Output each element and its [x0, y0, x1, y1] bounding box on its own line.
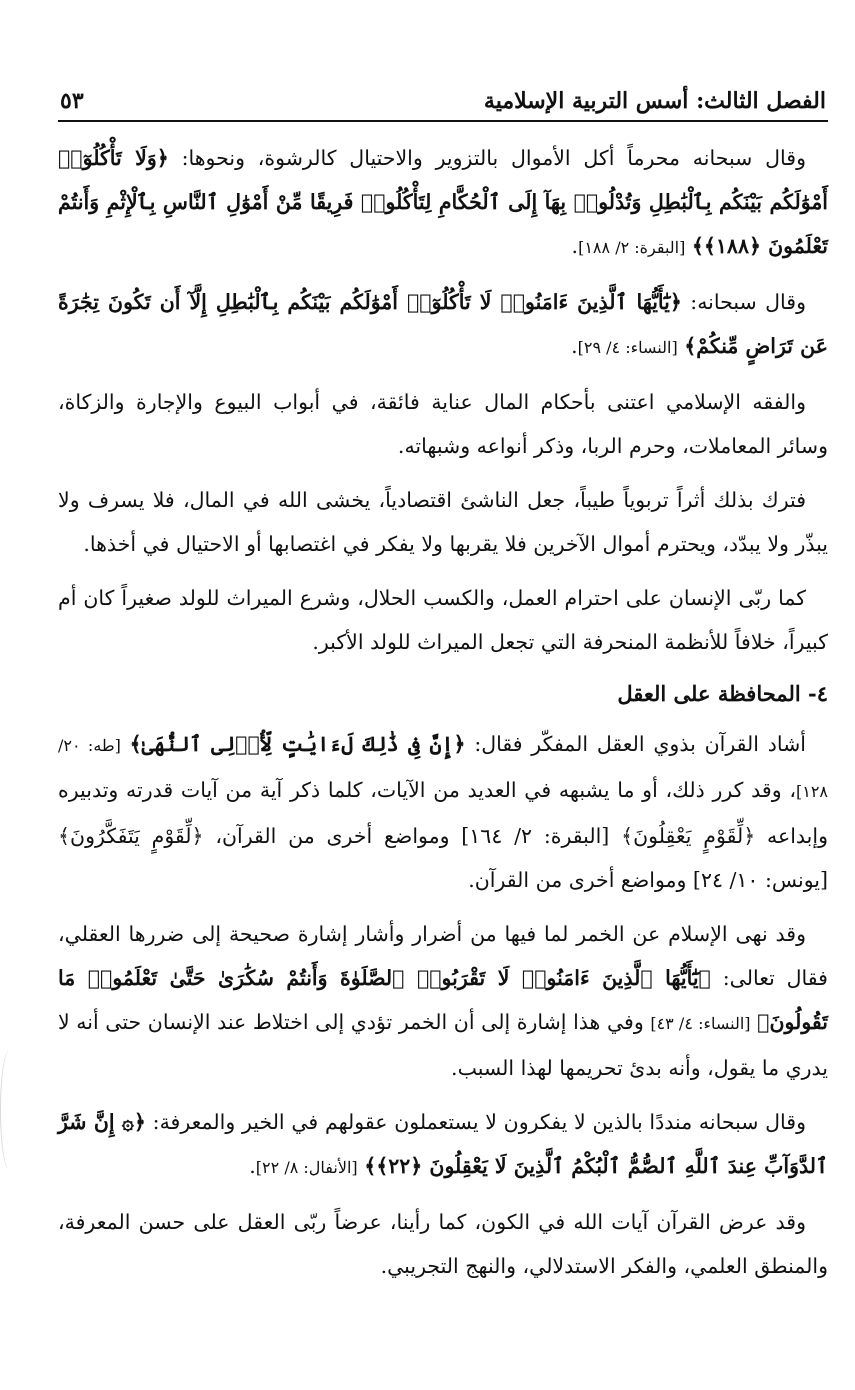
verse-citation: [طه: ٢٠/ ١٢٨] — [58, 736, 828, 801]
verse-citation: [البقرة: ٢/ ١٨٨] — [578, 238, 686, 257]
paragraph-tail: . — [249, 1154, 256, 1178]
quran-verse: ﴿وَلَا تَأْكُلُوٓا۟ أَمْوَٰلَكُم بَيْنَكُم بِٱلْبَٰطِلِ وَتُدْلُوا۟ بِهَآ إِلَى ٱلْحُكَّامِ لِتَأْكُلُوا۟ فَرِيقًا مِّنْ أَمْوَٰلِ ٱلنَّاسِ بِٱلْإِثْمِ وَأَنتُمْ تَعْلَمُونَ ﴿١٨٨﴾﴾ — [58, 146, 828, 258]
paragraph-text: والفقه الإسلامي اعتنى بأحكام المال عناية فائقة، في أبواب البيوع والإجارة والزكاة، وسائر المعاملات، وحرم الربا، وذكر أنواعه وشبهاته. — [58, 390, 828, 458]
paragraph-tail: ، وقد كرر ذلك، أو ما يشبهه في العديد من الآيات، كلما ذكر آية من آيات قدرته وتدبيره وإبداعه ﴿لِّقَوْمٍ يَعْقِلُونَ﴾ [البقرة: ٢/ ١٦٤] ومواضع أخرى من القرآن، ﴿لِّقَوْمٍ يَتَفَكَّرُونَ﴾ [يونس: ١٠/ ٢٤] ومواضع أخرى من القرآن. — [58, 778, 828, 892]
paragraph — [58, 380, 828, 468]
paragraph — [58, 1200, 828, 1288]
header-rule — [58, 120, 828, 122]
verse-citation: [النساء: ٤/ ٤٣] — [650, 1014, 751, 1033]
quran-verse: ﴿۞ إِنَّ شَرَّ ٱلدَّوَآبِّ عِندَ ٱللَّهِ ٱلصُّمُّ ٱلْبُكْمُ ٱلَّذِينَ لَا يَعْقِلُونَ ﴿٢٢﴾﴾ — [58, 1110, 828, 1178]
paragraph-text: فترك بذلك أثراً تربوياً طيباً، جعل الناشئ اقتصادياً، يخشى الله في المال، فلا يسرف ولا يبذّر ولا يبدّد، ويحترم أموال الآخرين فلا يقربها ولا يفكر في اغتصابها أو الاحتيال في أخذها. — [58, 488, 828, 556]
quran-verse: ﴿إِنَّ فِى ذَٰلِكَ لَءَايَٰتٍ لِّأُو۟لِى ٱلنُّهَىٰ﴾ — [129, 732, 466, 756]
chapter-title: الفصل الثالث: أسس التربية الإسلامية — [483, 88, 826, 114]
paragraph-text: وقال سبحانه محرماً أكل الأموال بالتزوير والاحتيال كالرشوة، ونحوها: — [181, 146, 806, 170]
quran-verse: ﴿يَٰٓأَيُّهَا ٱلَّذِينَ ءَامَنُوا۟ لَا تَقْرَبُوا۟ ٱلصَّلَوٰةَ وَأَنتُمْ سُكَٰرَىٰ حَتَّىٰ تَعْلَمُوا۟ مَا تَقُولُونَ﴾ — [58, 966, 828, 1034]
paragraph — [58, 576, 828, 664]
paragraph-tail: وفي هذا إشارة إلى أن الخمر تؤدي إلى اختلاط عند الإنسان حتى أنه لا يدري ما يقول، وأنه بدئ تحريمها لهذا السبب. — [58, 1010, 828, 1080]
quran-verse: ﴿يَٰٓأَيُّهَا ٱلَّذِينَ ءَامَنُوا۟ لَا تَأْكُلُوٓا۟ أَمْوَٰلَكُم بَيْنَكُم بِٱلْبَٰطِلِ إِلَّآ أَن تَكُونَ تِجَٰرَةً عَن تَرَاضٍ مِّنكُمْ﴾ — [58, 290, 828, 358]
paragraph-text: وقال سبحانه: — [690, 290, 806, 314]
paragraph — [58, 912, 828, 1090]
paragraph — [58, 478, 828, 566]
page-header — [58, 70, 828, 114]
paragraph-text: وقال سبحانه منددًا بالذين لا يفكرون لا يستعملون عقولهم في الخير والمعرفة: — [152, 1110, 806, 1134]
verse-citation: [النساء: ٤/ ٢٩] — [577, 338, 678, 357]
book-page — [58, 70, 828, 1360]
page-fold-shadow — [0, 1050, 19, 1170]
paragraph-tail: . — [571, 234, 579, 258]
section-heading: ٤- المحافظة على العقل — [617, 681, 828, 706]
paragraph — [58, 722, 828, 902]
paragraph — [58, 1100, 828, 1190]
paragraph-text: وقد عرض القرآن آيات الله في الكون، كما رأينا، عرضاً ربّى العقل على حسن المعرفة، والمنطق العلمي، والفكر الاستدلالي، والنهج التجريبي. — [58, 1210, 828, 1278]
verse-citation: [الأنفال: ٨/ ٢٢] — [255, 1158, 358, 1177]
paragraph-text: كما ربّى الإنسان على احترام العمل، والكسب الحلال، وشرع الميراث للولد صغيراً كان أم كبيراً، خلافاً للأنظمة المنحرفة التي تجعل الميراث للولد الأكبر. — [58, 586, 828, 654]
paragraph-text: وقد نهى الإسلام عن الخمر لما فيها من أضرار وأشار إشارة صحيحة إلى ضررها العقلي، فقال تعالى: — [58, 922, 828, 990]
paragraph-tail: . — [571, 334, 578, 358]
page-number: ٥٣ — [60, 88, 84, 114]
paragraph-text: أشاد القرآن بذوي العقل المفكّر فقال: — [474, 732, 806, 756]
paragraph — [58, 280, 828, 370]
paragraph — [58, 136, 828, 270]
page-body — [58, 136, 828, 1288]
